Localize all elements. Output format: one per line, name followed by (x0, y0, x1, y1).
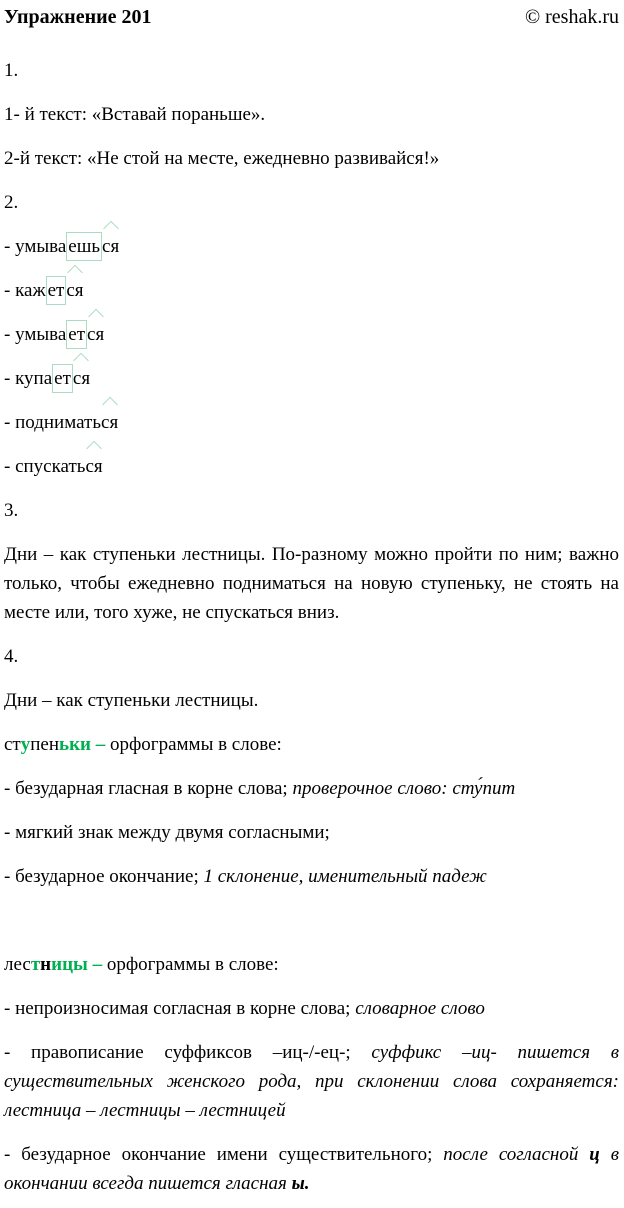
suffix-caret: ся (66, 280, 84, 301)
site-copyright: © reshak.ru (524, 6, 619, 28)
list-number-2: 2. (4, 192, 19, 213)
suffix-caret: ся (102, 236, 120, 257)
text-segment: иц (51, 954, 74, 975)
suffix-caret: ся (85, 456, 103, 477)
ending-box: ет (46, 276, 67, 305)
word-lestnitsy-heading (4, 950, 619, 979)
document-body (4, 56, 619, 1198)
list-number-4: 4. (4, 646, 19, 667)
text-segment: ы. (291, 1173, 310, 1194)
word-podnimatsya (4, 408, 619, 437)
orthogram-item-soft-sign: - мягкий знак между двумя согласными; (4, 822, 330, 843)
suffix-caret: ся (87, 324, 105, 345)
list-number-1: 1. (4, 60, 19, 81)
text-segment: - купа (4, 368, 53, 389)
text-segment: 1 склонение, именительный падеж (203, 866, 487, 887)
text-segment: ы (73, 954, 88, 975)
blank-line (4, 906, 619, 935)
text-segment: – (92, 954, 103, 975)
text-segment: т (30, 954, 41, 975)
ending-box: ет (66, 320, 87, 349)
suffix-caret: ся (72, 368, 91, 389)
suffix-caret: ся (101, 412, 119, 433)
orthogram-item-vowel (4, 774, 619, 803)
text-segment: пен (30, 734, 60, 755)
text-segment: ст (4, 734, 21, 755)
text-segment: - непроизносимая согласная в корне слова; (4, 998, 356, 1019)
orthogram-item-ending (4, 862, 619, 891)
word-kazhetsya (4, 276, 619, 305)
orthogram-item-suffix (4, 1038, 619, 1125)
text-segment: орфограммы в слове: (105, 734, 282, 755)
text-segment: - умыва (4, 324, 67, 345)
text-segment: после согласной (443, 1144, 590, 1165)
text-segment: - спускать (4, 456, 86, 477)
text-segment: - правописание суффиксов –иц-/-ец-; (4, 1042, 372, 1063)
text-segment: орфограммы в слове: (102, 954, 279, 975)
text-segment: ьки (59, 734, 91, 755)
exercise-title: Упражнение 201 (4, 6, 152, 28)
orthogram-item-noun-ending (4, 1140, 619, 1198)
text-segment: суффикс –иц- пишется в существительных женского рода, при склонении слова сохраняется: лестница – лестницы – лестницей (4, 1042, 620, 1121)
text-segment: - безударное окончание имени существительного; (4, 1144, 444, 1165)
text-segment: у (20, 734, 31, 755)
word-spuskatsya (4, 452, 619, 481)
text-segment: - безударное окончание; (4, 866, 204, 887)
ending-box: ет (52, 364, 73, 393)
text-segment: проверочное слово: сту́пит (292, 778, 516, 799)
orthogram-item-consonant (4, 994, 619, 1023)
word-umyvaetsya (4, 320, 619, 349)
sentence-dni: Дни – как ступеньки лестницы. (4, 690, 259, 711)
word-umyvaeshsya (4, 232, 619, 261)
text-segment: словарное слово (355, 998, 485, 1019)
text-segment: - умыва (4, 236, 67, 257)
list-number-3: 3. (4, 500, 19, 521)
text-segment: лес (4, 954, 31, 975)
answer-text-1: 1- й текст: «Вставай пораньше». (4, 104, 266, 125)
text-segment: - поднимать (4, 412, 102, 433)
page-header (4, 3, 619, 32)
ending-box: ешь (66, 232, 102, 261)
text-segment: ц (589, 1144, 600, 1165)
text-segment: н (40, 954, 52, 975)
text-segment: в окончании всегда пишется гласная (4, 1144, 620, 1194)
text-segment: - безударная гласная в корне слова; (4, 778, 293, 799)
answer-text-2: 2-й текст: «Не стой на месте, ежедневно развивайся!» (4, 148, 440, 169)
answer-paragraph-3: Дни – как ступеньки лестницы. По-разному можно пройти по ним; важно только, чтобы ежедневно подниматься на новую ступеньку, не стоять на месте или, того хуже, не спускаться вниз. (4, 544, 619, 623)
word-stupenki-heading (4, 730, 619, 759)
word-kupaetsya (4, 364, 619, 393)
text-segment: - каж (4, 280, 46, 301)
text-segment: – (95, 734, 106, 755)
